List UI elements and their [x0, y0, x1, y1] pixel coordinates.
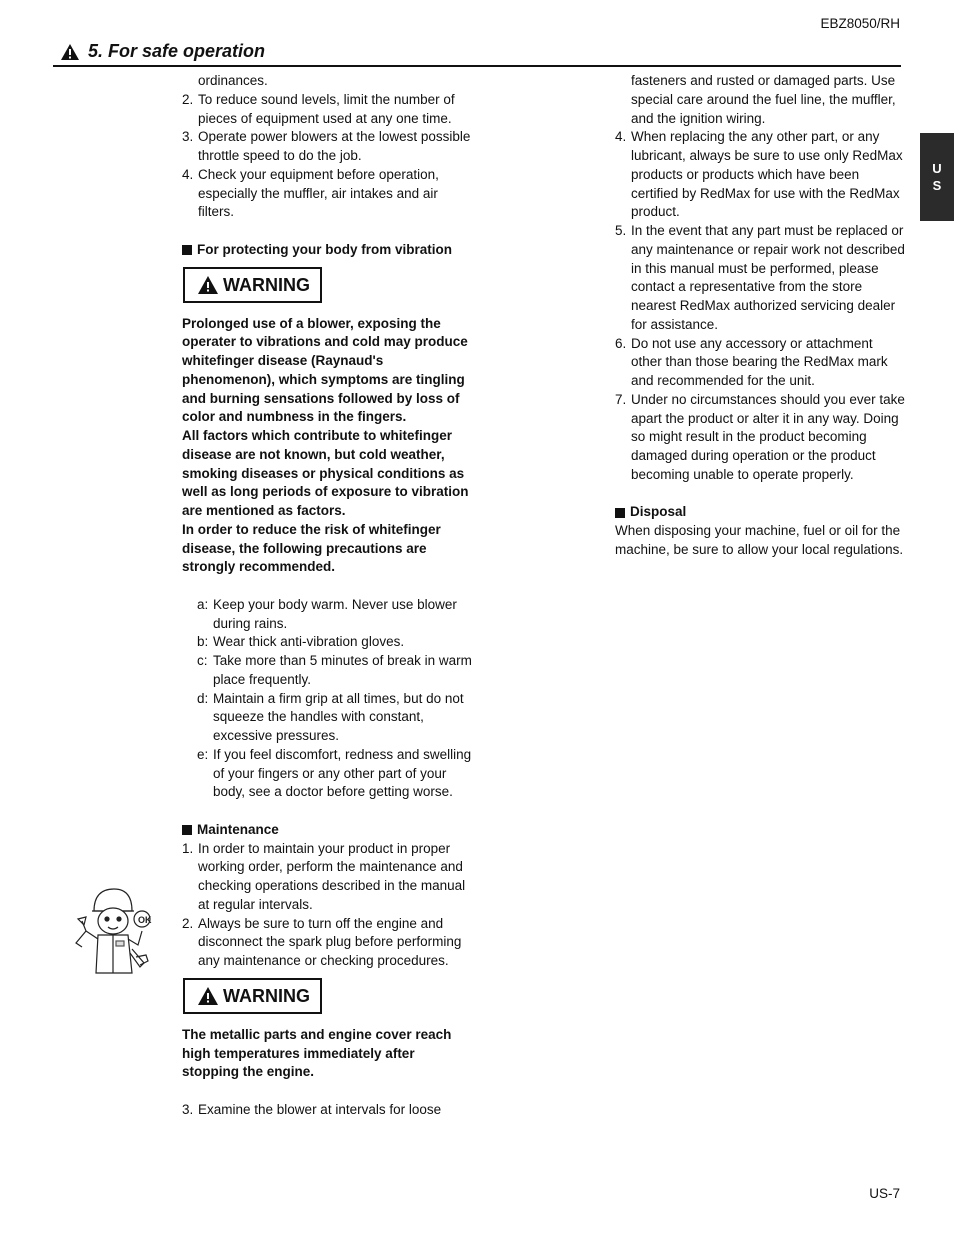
list-item: [615, 128, 905, 222]
precaution-letter: d:: [197, 690, 209, 706]
precaution-item: [182, 633, 472, 652]
precaution-item: [182, 746, 472, 802]
disposal-heading: [615, 503, 905, 522]
page-number: US-7: [869, 1186, 900, 1201]
maintenance-heading-text: Maintenance: [197, 821, 279, 837]
list-item-text: Always be sure to turn off the engine and disconnect the spark plug before performing any maintenance or checking procedures.: [198, 915, 462, 968]
list-item: [182, 840, 472, 915]
list-item-text: To reduce sound levels, limit the number of pieces of equipment used at any one time.: [198, 91, 455, 126]
square-bullet-icon: [182, 825, 192, 835]
list-item: [182, 1101, 472, 1120]
list-item-number: 3.: [182, 1101, 194, 1117]
warning-box: [183, 267, 322, 303]
precaution-text: Maintain a firm grip at all times, but do not squeeze the handles with constant, excessive pressures.: [213, 690, 464, 743]
list-item: [182, 91, 472, 129]
list-item-number: 5.: [615, 223, 627, 238]
maintenance-heading: [182, 821, 472, 840]
list-item-text: In the event that any part must be replaced or any maintenance or repair work not described in this manual must be performed, please contact a representative from the store nearest RedMax authorized servicing dealer for assistance.: [631, 223, 905, 332]
vibration-warning-paragraph: Prolonged use of a blower, exposing the operater to vibrations and cold may produce whitefinger disease (Raynaud's phenomenon), which symptoms are tingling and burning sensations followed by loss of color and numbness in the fingers.: [182, 315, 468, 425]
list-item-number: 6.: [615, 335, 627, 351]
continued-text: ordinances.: [198, 73, 268, 88]
mechanic-illustration: [70, 883, 160, 978]
vibration-warning-paragraph: All factors which contribute to whitefinger disease are not known, but cold weather, smoking diseases or physical conditions as well as long periods of exposure to vibration are mentioned as factors.: [182, 428, 469, 518]
list-item-number: 2.: [182, 91, 194, 107]
header-rule: [53, 65, 901, 67]
warning-triangle-icon: [197, 986, 219, 1006]
square-bullet-icon: [615, 508, 625, 518]
list-item: [615, 222, 905, 335]
list-item-text: Examine the blower at intervals for loose: [198, 1101, 442, 1117]
vibration-heading-text: For protecting your body from vibration: [197, 241, 453, 257]
list-item-number: 4.: [182, 166, 194, 182]
heat-warning-text: The metallic parts and engine cover reach high temperatures immediately after stopping the engine.: [182, 1026, 452, 1080]
warning-triangle-icon: [60, 43, 80, 61]
precaution-text: Take more than 5 minutes of break in warm place frequently.: [213, 653, 472, 687]
list-item-text: In order to maintain your product in proper working order, perform the maintenance and checking operations described in the manual at regular intervals.: [198, 840, 466, 912]
list-item-text: When replacing the any other part, or any lubricant, always be sure to use only RedMax products or products which have been certified by RedMax for use with the RedMax product.: [631, 129, 903, 220]
list-item-number: 2.: [182, 915, 194, 931]
list-item: [182, 166, 472, 222]
section-header: [60, 41, 265, 62]
list-item-number: 1.: [182, 840, 194, 856]
precaution-text: Wear thick anti-vibration gloves.: [213, 634, 405, 650]
list-item-text: Do not use any accessory or attachment other than those bearing the RedMax mark and recommended for the unit.: [631, 335, 888, 388]
precaution-text: If you feel discomfort, redness and swelling of your fingers or any other part of your body, see a doctor before getting worse.: [213, 746, 472, 800]
precaution-letter: e:: [197, 746, 209, 762]
list-item-number: 3.: [182, 129, 194, 145]
list-item-text: Under no circumstances should you ever take apart the product or alter it in any way. Doing so might result in the product becoming damaged during operation or the product becoming unable to operate properly.: [631, 391, 905, 482]
warning-triangle-icon: [197, 275, 219, 295]
disposal-heading-text: Disposal: [630, 504, 687, 520]
precaution-letter: c:: [197, 653, 208, 668]
language-tab: [920, 133, 954, 221]
disposal-text: When disposing your machine, fuel or oil for the machine, be sure to allow your local regulations.: [615, 523, 904, 557]
warning-label: WARNING: [223, 274, 310, 295]
language-tab-letter-1: U: [932, 161, 942, 176]
list-item: [615, 335, 905, 391]
square-bullet-icon: [182, 245, 192, 255]
warning-box: [183, 978, 322, 1014]
precaution-text: Keep your body warm. Never use blower during rains.: [213, 596, 457, 631]
precaution-item: [182, 652, 472, 690]
list-item-text: Operate power blowers at the lowest possible throttle speed to do the job.: [198, 129, 471, 163]
list-item: [615, 391, 905, 485]
language-tab-letter-2: S: [932, 178, 942, 193]
vibration-heading: [182, 241, 472, 260]
ok-sign-text: OK: [138, 915, 152, 925]
list-item-number: 4.: [615, 129, 627, 145]
list-item-text: Check your equipment before operation, especially the muffler, air intakes and air filters.: [198, 166, 439, 220]
section-title: 5. For safe operation: [88, 41, 266, 61]
model-number: EBZ8050/RH: [820, 16, 900, 31]
precaution-letter: b:: [197, 634, 209, 650]
precaution-letter: a:: [197, 596, 209, 612]
warning-label: WARNING: [223, 985, 310, 1006]
right-column: [615, 72, 905, 560]
list-item: [182, 128, 472, 166]
list-item-number: 7.: [615, 391, 627, 407]
vibration-warning-paragraph: In order to reduce the risk of whitefinger disease, the following precautions are strongly recommended.: [182, 521, 441, 575]
precaution-item: [182, 690, 472, 746]
precaution-item: [182, 596, 472, 634]
list-item: [182, 915, 472, 971]
continued-text: fasteners and rusted or damaged parts. Use special care around the fuel line, the muffler, and the ignition wiring.: [631, 73, 896, 126]
left-column: [182, 72, 472, 1120]
